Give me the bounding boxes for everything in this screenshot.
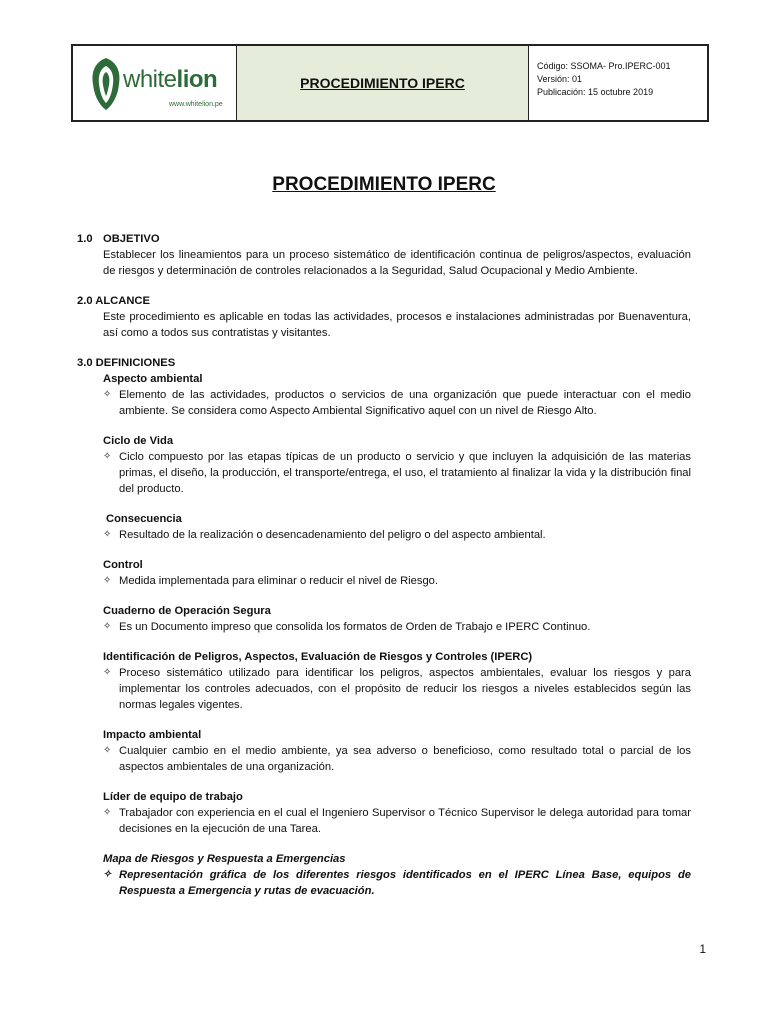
document-publication: Publicación: 15 octubre 2019: [537, 87, 654, 97]
definition-item: ✧ Cualquier cambio en el medio ambiente, ya sea adverso o beneficioso, como resultado total o parcial de los aspectos ambientales de una organización.: [103, 745, 691, 773]
bullet-icon: ✧: [103, 529, 112, 540]
header-meta: [529, 46, 707, 120]
definition-item: ✧ Representación gráfica de los diferentes riesgos identificados en el IPERC Línea Base, equipos de Respuesta a Emergencia y rutas de evacuación.: [103, 869, 691, 897]
bullet-icon: ✧: [103, 575, 112, 586]
definition-term: Mapa de Riesgos y Respuesta a Emergencias: [103, 853, 346, 865]
definition-term: Ciclo de Vida: [103, 435, 174, 447]
document-header: [71, 44, 709, 122]
bullet-icon: ✧: [103, 745, 112, 756]
definition-term: Control: [103, 559, 143, 571]
bullet-icon: ✧: [103, 621, 112, 632]
definition-term: Aspecto ambiental: [103, 373, 203, 385]
definition-term: Cuaderno de Operación Segura: [103, 605, 271, 617]
logo-cell: [73, 46, 237, 120]
definition-term: Impacto ambiental: [103, 729, 202, 741]
definition-item: ✧ Ciclo compuesto por las etapas típicas de un producto o servicio y que incluyen la adquisición de las materias primas, el diseño, la producción, el transporte/entrega, el uso, el tratamiento al finalizar la vida y la distribución final del producto.: [103, 451, 691, 495]
definition-item: ✧ Es un Documento impreso que consolida los formatos de Orden de Trabajo e IPERC Continuo.: [103, 621, 591, 633]
definition-item: ✧ Resultado de la realización o desencadenamiento del peligro o del aspecto ambiental.: [103, 529, 546, 541]
definition-item: ✧ Elemento de las actividades, productos o servicios de una organización que puede interactuar con el medio ambiente. Se considera como Aspecto Ambiental Significativo aquel con un nivel de Riesgo Alto.: [103, 389, 691, 417]
definition-item: ✧ Proceso sistemático utilizado para identificar los peligros, aspectos ambientales, evaluar los riesgos y para implementar los controles adecuados, con el propósito de reducir los riesgos a niveles establecidos según las normas legales vigentes.: [103, 667, 691, 711]
definition-item: ✧ Trabajador con experiencia en el cual el Ingeniero Supervisor o Técnico Supervisor le delega autoridad para tomar decisiones en la ejecución de una Tarea.: [103, 807, 691, 835]
bullet-icon: ✧: [103, 389, 112, 400]
definition-term: Líder de equipo de trabajo: [103, 791, 243, 803]
company-logo: [89, 56, 223, 112]
header-title-cell: [237, 46, 529, 120]
bullet-icon: ✧: [103, 869, 112, 880]
lion-icon: [89, 56, 123, 112]
document-code: Código: SSOMA- Pro.IPERC-001: [537, 61, 671, 71]
document-title: PROCEDIMIENTO IPERC: [272, 174, 496, 195]
section-text-objetivo: Establecer los lineamientos para un proceso sistemático de identificación continua de peligros/aspectos, evaluación de riesgos y determinación de controles relacionados a la Seguridad, Salud Ocupacional y Medio Ambiente.: [103, 249, 691, 277]
logo-url: www.whitelion.pe: [169, 101, 223, 108]
definition-term: Consecuencia: [106, 513, 182, 525]
bullet-icon: ✧: [103, 807, 112, 818]
document-version: Versión: 01: [537, 74, 583, 84]
bullet-icon: ✧: [103, 451, 112, 462]
document-body: [77, 231, 691, 899]
page-number: 1: [699, 942, 706, 956]
bullet-icon: ✧: [103, 667, 112, 678]
definition-term: Identificación de Peligros, Aspectos, Evaluación de Riesgos y Controles (IPERC): [103, 651, 533, 663]
section-text-alcance: Este procedimiento es aplicable en todas las actividades, procesos e instalaciones administradas por Buenaventura, así como a todos sus contratistas y visitantes.: [103, 311, 691, 339]
section-heading-definiciones: 3.0 DEFINICIONES: [77, 357, 176, 369]
header-title: PROCEDIMIENTO IPERC: [300, 75, 465, 91]
logo-wordmark: whitelion: [123, 66, 218, 93]
section-heading-objetivo: 1.0 OBJETIVO: [77, 233, 160, 245]
definition-item: ✧ Medida implementada para eliminar o reducir el nivel de Riesgo.: [103, 575, 439, 587]
section-heading-alcance: 2.0 ALCANCE: [77, 295, 150, 307]
